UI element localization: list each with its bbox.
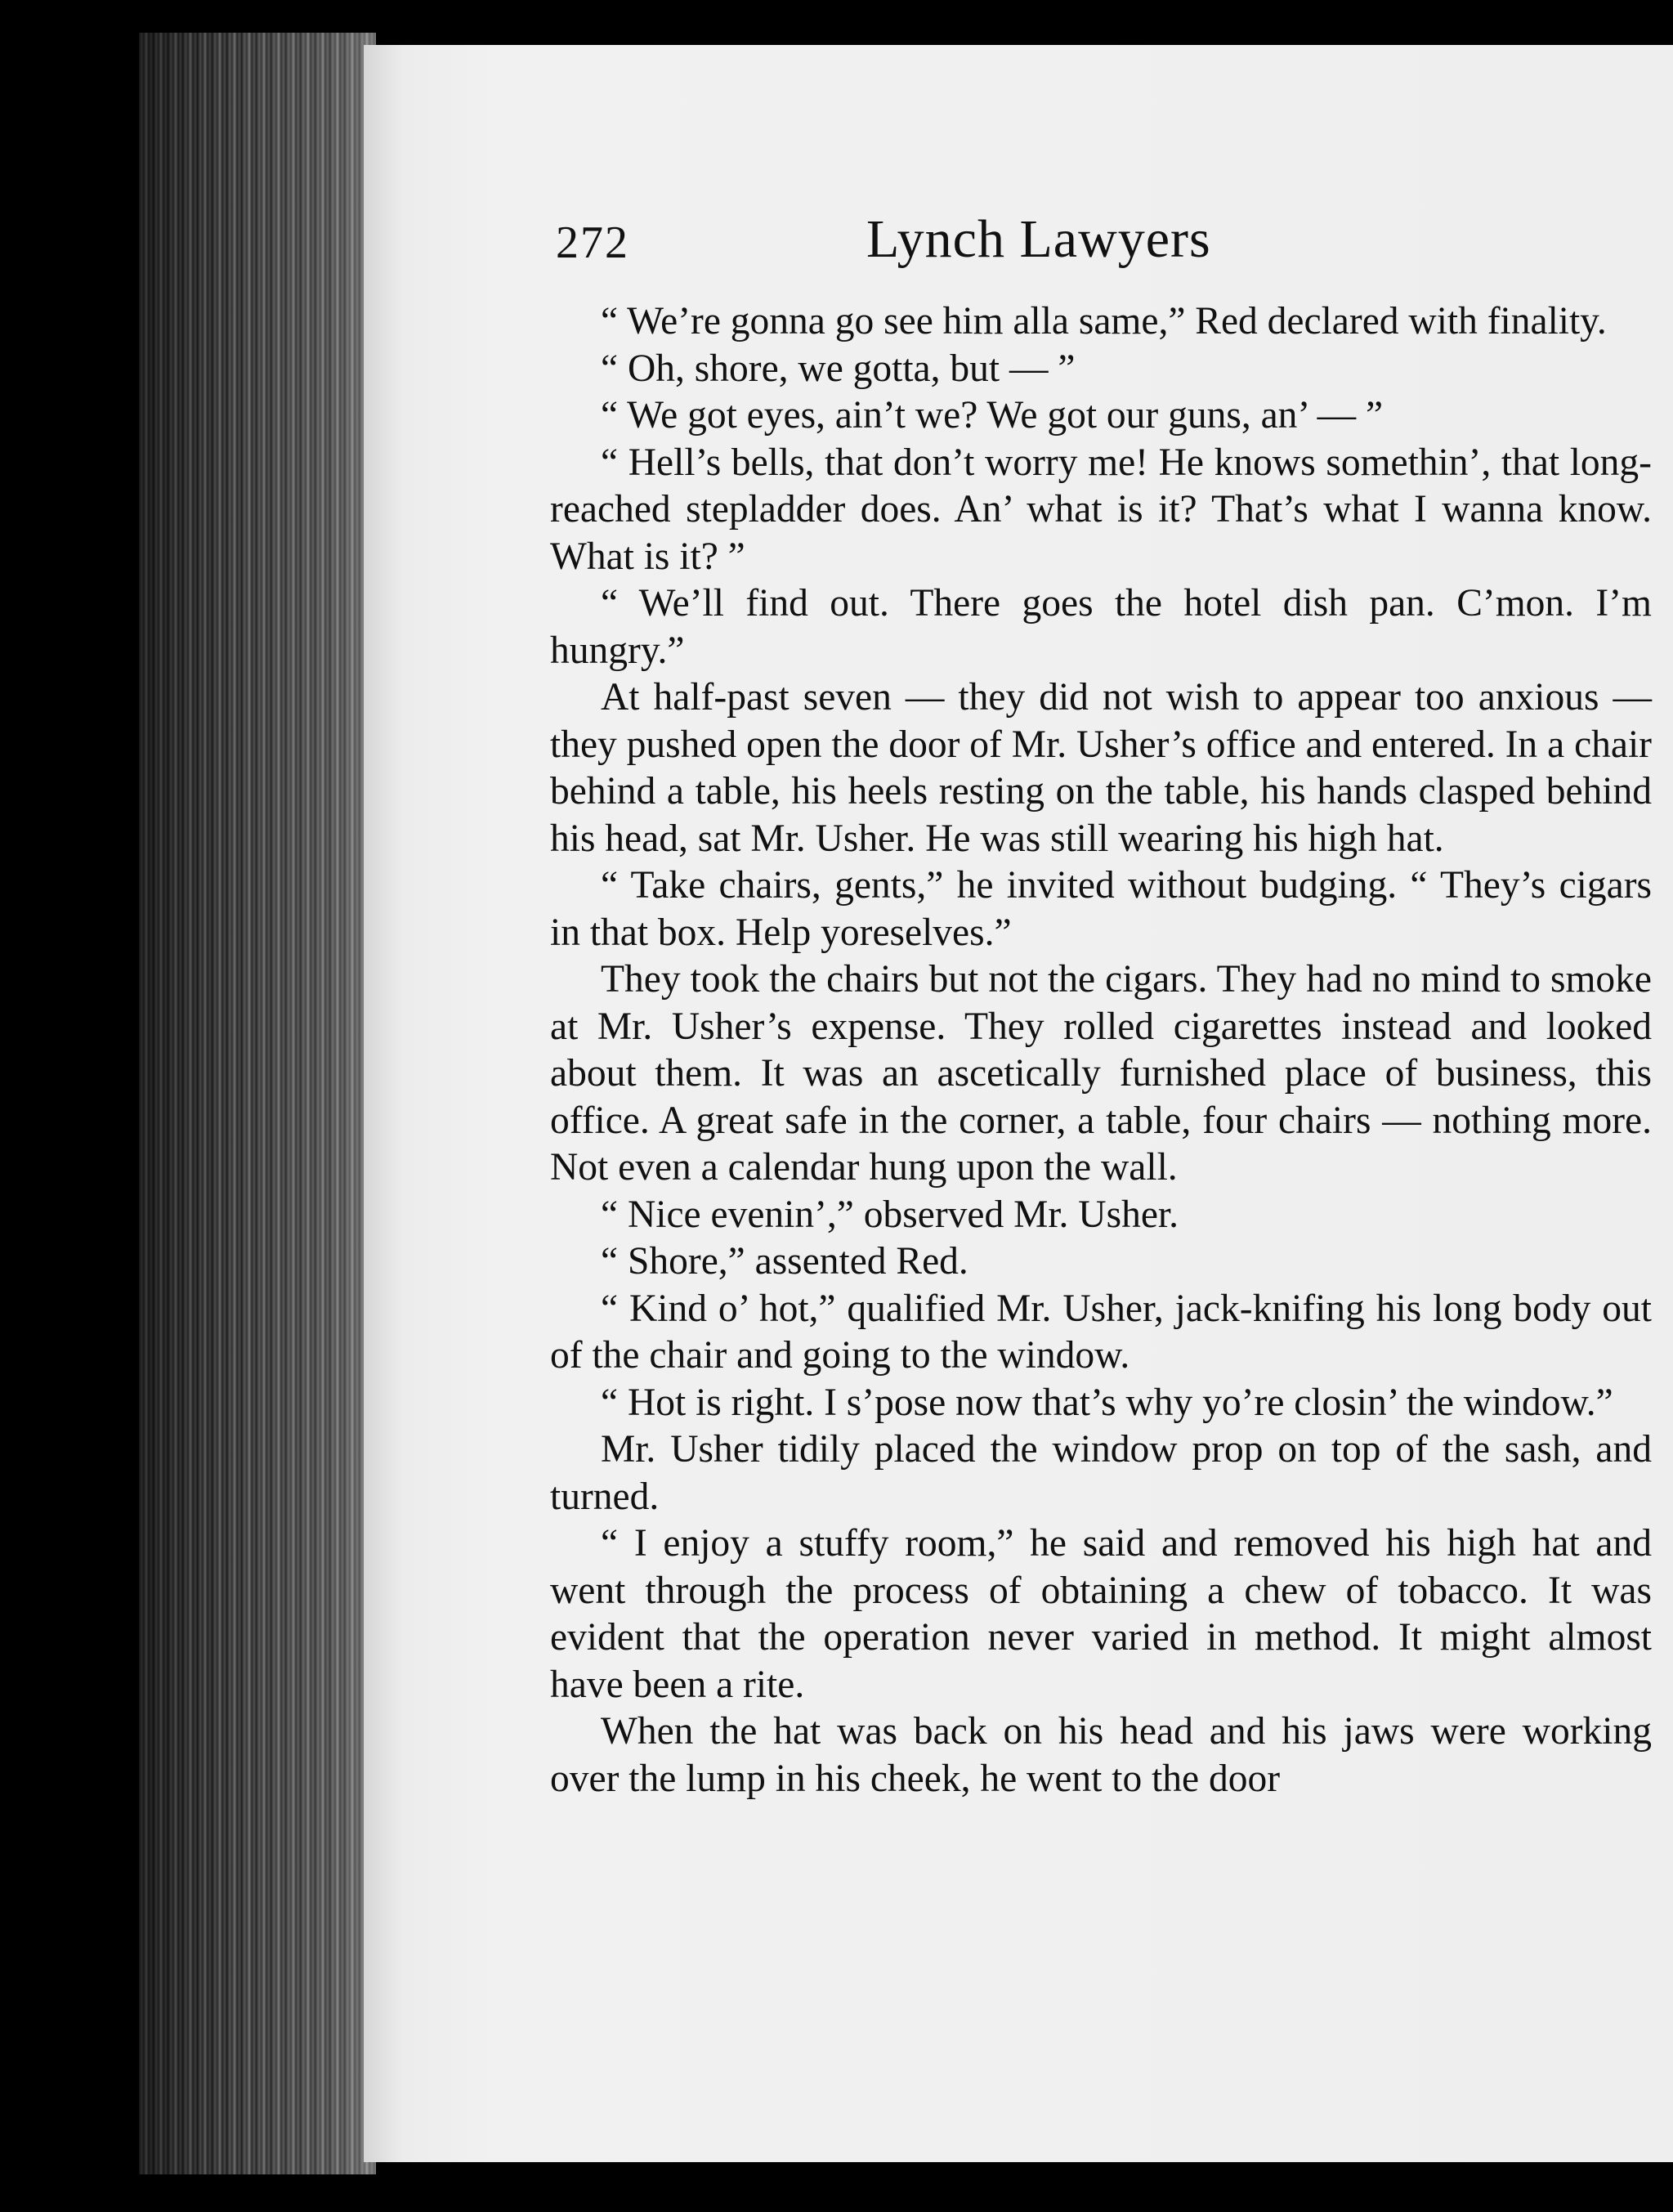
paragraph: “ Oh, shore, we gotta, but — ” [601, 347, 1076, 390]
paragraph: “ Kind o’ hot,” qualified Mr. Usher, jack-knifing his long body out of the chair and going to the window. [550, 1287, 1652, 1377]
paragraph: “ Hot is right. I s’pose now that’s why yo’re closin’ the window.” [601, 1381, 1613, 1424]
paragraph: “ Shore,” assented Red. [601, 1240, 968, 1283]
paragraph: They took the chairs but not the cigars. They had no mind to smoke at Mr. Usher’s expense. They rolled cigarettes instead and looked about them. It was an ascetically furnished place of business, this office. A great safe in the corner, a table, four chairs — nothing more. Not even a calendar hung upon the wall. [550, 958, 1652, 1189]
paragraph: “ We’re gonna go see him alla same,” Red declared with finality. [601, 300, 1607, 343]
book-page [364, 45, 1673, 2162]
paragraph: At half-past seven — they did not wish to appear too anxious — they pushed open the door of Mr. Usher’s office and entered. In a chair behind a table, his heels resting on the table, his hands clasped behind his head, sat Mr. Usher. He was still wearing his high hat. [550, 676, 1652, 860]
body-text [550, 298, 1652, 1802]
paragraph: “ Take chairs, gents,” he invited without budging. “ They’s cigars in that box. Help yoreselves.” [550, 864, 1652, 954]
paragraph: “ We got eyes, ain’t we? We got our guns, an’ — ” [601, 394, 1384, 437]
running-title: Lynch Lawyers [866, 209, 1211, 269]
paragraph: “ I enjoy a stuffy room,” he said and removed his high hat and went through the process of obtaining a chew of tobacco. It was evident that the operation never varied in method. It might almost have been a rite. [550, 1522, 1652, 1706]
paragraph: Mr. Usher tidily placed the window prop on top of the sash, and turned. [550, 1428, 1652, 1518]
paragraph: “ We’ll find out. There goes the hotel dish pan. C’mon. I’m hungry.” [550, 582, 1652, 672]
book-page-edges [139, 33, 376, 2174]
page-header [556, 208, 1671, 282]
paragraph: “ Nice evenin’,” observed Mr. Usher. [601, 1193, 1179, 1236]
paragraph: “ Hell’s bells, that don’t worry me! He knows somethin’, that long-reached stepladder does. An’ what is it? That’s what I wanna know. What is it? ” [550, 441, 1652, 578]
paragraph: When the hat was back on his head and his jaws were working over the lump in his cheek, he went to the door [550, 1710, 1652, 1800]
page-number: 272 [556, 217, 629, 268]
